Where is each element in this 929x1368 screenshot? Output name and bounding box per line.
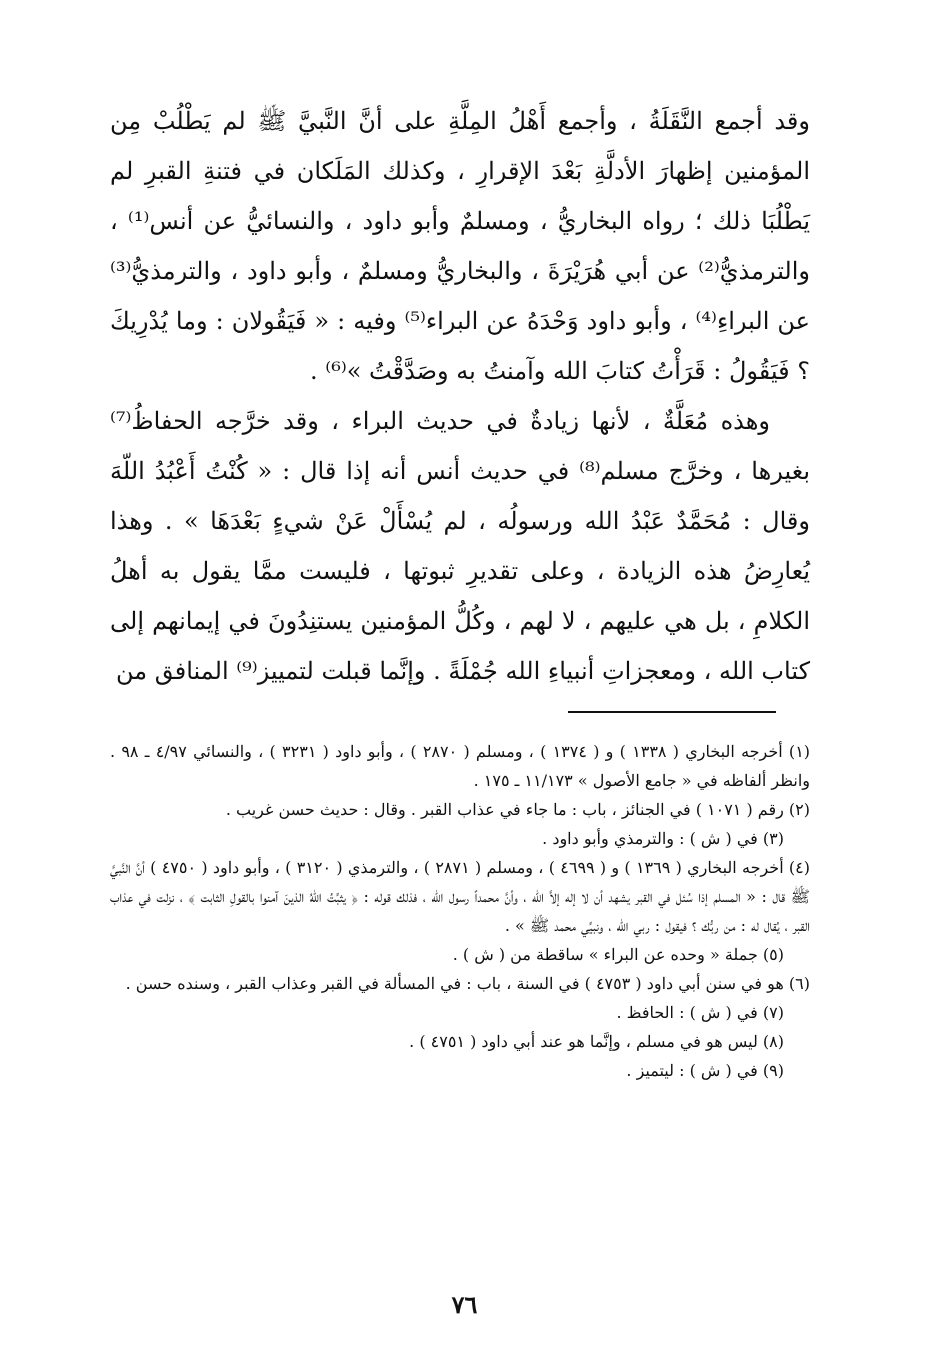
footnote-9: (٩) في ( ش ) : ليتميز .: [626, 1061, 784, 1080]
footnote-separator: [568, 711, 776, 713]
footnote-3: (٣) في ( ش ) : والترمذي وأبو داود .: [542, 829, 784, 848]
footnotes: [110, 737, 810, 1085]
footnote-8: (٨) ليس هو في مسلم ، وإنَّما هو عند أبي داود ( ٤٧٥١ ) .: [409, 1032, 784, 1051]
footnote-7: (٧) في ( ش ) : الحافظ .: [616, 1003, 784, 1022]
paragraph-1: وقد أجمع النَّقَلَةُ ، وأجمع أَهْلُ المِلَّةِ على أنَّ النَّبيَّ ﷺ لم يَطْلُبْ مِن المؤمنين إظهارَ الأدلَّةِ بَعْدَ الإقرارِ ، وكذلك المَلَكان في فتنةِ القبرِ لم يَطْلُبَا ذلك ؛ رواه البخاريُّ ، ومسلمٌ وأبو داود ، والنسائيُّ عن أنس⁽¹⁾ ، والترمذيُّ⁽²⁾ عن أبي هُرَيْرَةَ ، والبخاريُّ ومسلمٌ ، وأبو داود ، والترمذيُّ⁽³⁾ عن البراءِ⁽⁴⁾ ، وأبو داود وَحْدَهُ عن البراء⁽⁵⁾ وفيه : « فَيَقُولان : وما يُدْرِيكَ ؟ فَيَقُولُ : قَرَأْتُ كتابَ الله وآمنتُ به وصَدَّقْتُ »⁽⁶⁾ .: [110, 107, 810, 385]
footnote-1: (١) أخرجه البخاري ( ١٣٣٨ ) و ( ١٣٧٤ ) ، ومسلم ( ٢٨٧٠ ) ، وأبو داود ( ٣٢٣١ ) ، والنسائي ٤/٩٧ ـ ٩٨ . وانظر ألفاظه في « جامع الأصول » ١١/١٧٣ ـ ١٧٥ .: [110, 742, 811, 790]
main-text: [110, 96, 810, 696]
footnote-6: (٦) هو في سنن أبي داود ( ٤٧٥٣ ) في السنة ، باب : في المسألة في القبر وعذاب القبر ، وسنده حسن .: [125, 974, 810, 993]
paragraph-2: وهذه مُعَلَّةٌ ، لأنها زيادةٌ في حديث البراء ، وقد خرَّجه الحفاظُ⁽⁷⁾ بغيرها ، وخرَّج مسلم⁽⁸⁾ في حديث أنس أنه إذا قال : « كُنْتُ أَعْبُدُ اللّهَ وقال : مُحَمَّدٌ عَبْدُ الله ورسولُه ، لم يُسْأَلْ عَنْ شيءٍ بَعْدَهَا » . وهذا يُعارِضُ هذه الزيادة ، وعلى تقديرِ ثبوتها ، فليست ممَّا يقول به أهلُ الكلامِ ، بل هي عليهم ، لا لهم ، وكُلُّ المؤمنين يستنِدُونَ في إيمانهم إلى كتاب الله ، ومعجزاتِ أنبياءِ الله جُمْلَةً . وإنَّما قبلت لتمييز⁽⁹⁾ المنافق من: [110, 407, 811, 685]
footnote-4: (٤) أخرجه البخاري ( ١٣٦٩ ) و ( ٤٦٩٩ ) ، ومسلم ( ٢٨٧١ ) ، والترمذي ( ٣١٢٠ ) ، وأبو داود ( ٤٧٥٠ ) أنَّ النَّبيَّ ﷺ قال : « المسلم إذا سُئل في القبر يشهد أن لا إله إلاَّ الله ، وأنَّ محمداً رسول الله ، فذلك قوله : ﴿ يثبِّتُ اللهُ الذينَ آمنوا بالقولِ الثابت ﴾ ، نزلت في عذاب القبر ، يُقال له : من ربُّك ؟ فيقول : ربي الله ، ونبيِّي محمد ﷺ » .: [110, 858, 811, 935]
footnote-2: (٢) رقم ( ١٠٧١ ) في الجنائز ، باب : ما جاء في عذاب القبر . وقال : حديث حسن غريب .: [225, 800, 810, 819]
footnote-5: (٥) جملة « وحده عن البراء » ساقطة من ( ش ) .: [452, 945, 784, 964]
page-number: ٧٦: [451, 1290, 478, 1319]
